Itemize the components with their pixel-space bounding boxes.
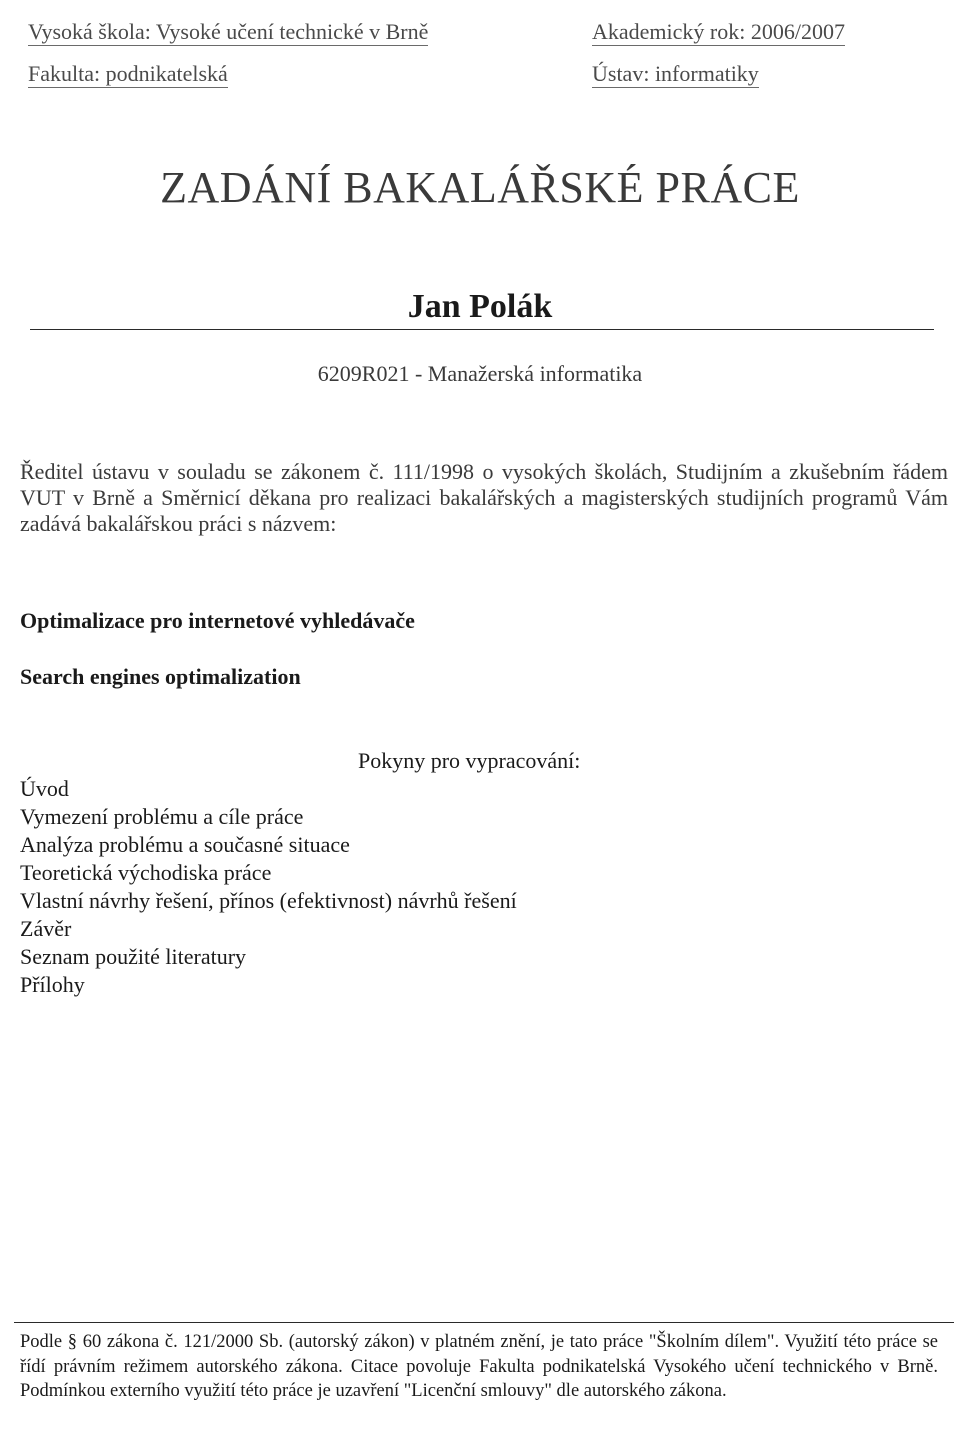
school-header <box>28 19 428 45</box>
faculty-header <box>28 61 228 87</box>
instruction-item: Analýza problému a současné situace <box>20 832 350 857</box>
instruction-item: Přílohy <box>20 972 85 997</box>
thesis-title-czech: Optimalizace pro internetové vyhledávače <box>20 608 415 633</box>
study-program: 6209R021 - Manažerská informatika <box>317 361 643 386</box>
author-divider <box>30 329 934 330</box>
instruction-item: Seznam použité literatury <box>20 944 247 969</box>
instructions-heading: Pokyny pro vypracování: <box>358 748 581 773</box>
instruction-item: Úvod <box>20 776 69 801</box>
academic-year-header <box>592 19 845 45</box>
department-header-text: Ústav: informatiky <box>592 61 759 86</box>
thesis-title-english: Search engines optimalization <box>20 664 301 689</box>
academic-year-text: Akademický rok: 2006/2007 <box>592 19 845 44</box>
instruction-item: Vymezení problému a cíle práce <box>20 804 304 829</box>
instruction-item: Teoretická východiska práce <box>20 860 272 885</box>
instructions-list <box>20 775 517 999</box>
instruction-item: Závěr <box>20 916 72 941</box>
instruction-item: Vlastní návrhy řešení, přínos (efektivnost) návrhů řešení <box>20 888 517 913</box>
document-title: ZADÁNÍ BAKALÁŘSKÉ PRÁCE <box>160 163 800 212</box>
school-header-text: Vysoká škola: Vysoké učení technické v Brně <box>28 19 429 44</box>
intro-paragraph: Ředitel ústavu v souladu se zákonem č. 111/1998 o vysokých školách, Studijním a zkušebním řádem VUT v Brně a Směrnicí děkana pro realizaci bakalářských a magisterských studijních programů Vám zadává bakalářskou práci s názvem: <box>20 459 948 536</box>
footer-divider <box>14 1322 954 1323</box>
department-header <box>592 61 759 87</box>
faculty-header-text: Fakulta: podnikatelská <box>28 61 228 86</box>
author-name: Jan Polák <box>407 288 553 325</box>
copyright-notice: Podle § 60 zákona č. 121/2000 Sb. (autorský zákon) v platném znění, je tato práce "Školním dílem". Využití této práce se řídí právním režimem autorského zákona. Citace povoluje Fakulta podnikatelská Vysokého učení technického v Brně. Podmínkou externího využití této práce je uzavření "Licenční smlouvy" dle autorského zákona. <box>20 1332 938 1401</box>
